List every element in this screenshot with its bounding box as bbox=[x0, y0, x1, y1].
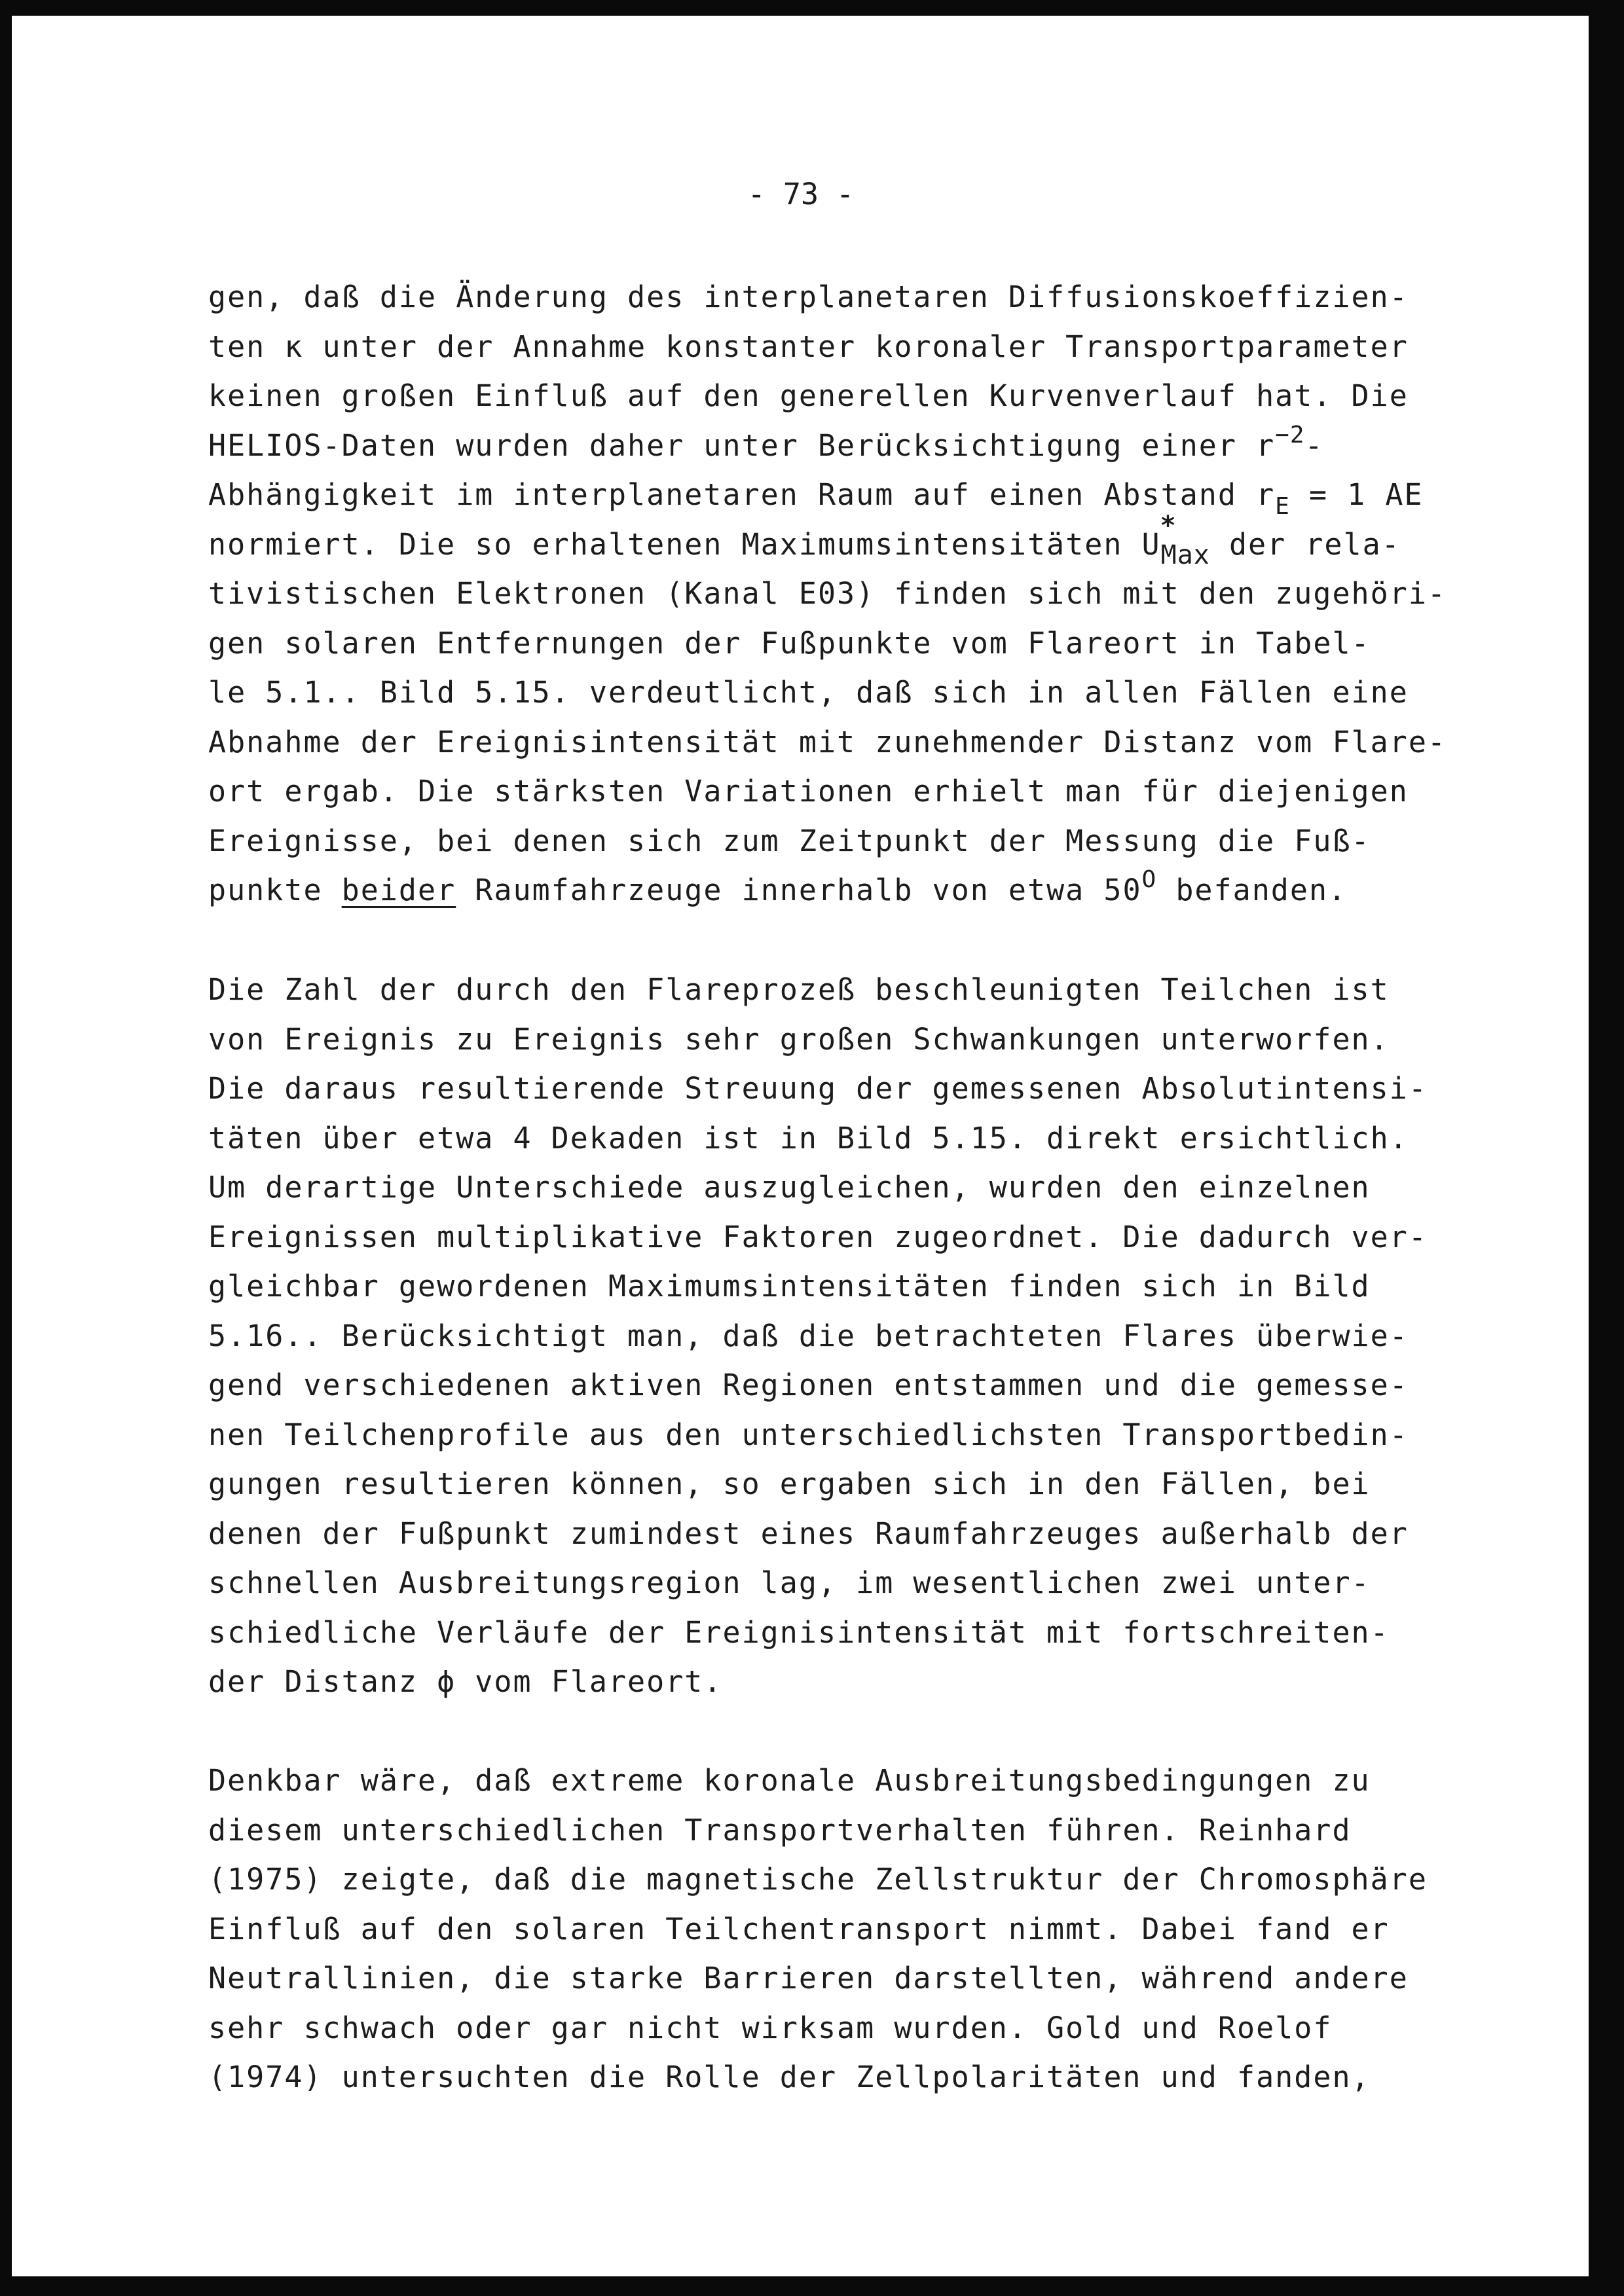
text-span: normiert. Die so erhaltenen Maximumsintensitäten bbox=[208, 526, 1142, 562]
text-line: (1975) zeigte, daß die magnetische Zellstruktur der Chromosphäre bbox=[208, 1862, 1428, 1897]
text-line bbox=[208, 866, 1518, 915]
asterisk-mark: * bbox=[1160, 510, 1177, 541]
text-line: denen der Fußpunkt zumindest eines Raumfahrzeuges außerhalb der bbox=[208, 1516, 1409, 1551]
text-span: = 1 AE bbox=[1289, 477, 1424, 512]
u-max-symbol bbox=[1141, 510, 1210, 572]
text-span: befanden. bbox=[1156, 873, 1348, 907]
text-span: HELIOS-Daten wurden daher unter Berücksichtigung einer r bbox=[208, 428, 1276, 463]
text-line bbox=[208, 470, 1518, 520]
u-letter: U bbox=[1141, 526, 1161, 562]
text-line: Ereignissen multiplikative Faktoren zugeordnet. Die dadurch ver- bbox=[208, 1219, 1428, 1254]
text-line: gend verschiedenen aktiven Regionen entstammen und die gemesse- bbox=[208, 1368, 1409, 1402]
text-line: Neutrallinien, die starke Barrieren darstellten, während andere bbox=[208, 1961, 1409, 1995]
text-line: schnellen Ausbreitungsregion lag, im wesentlichen zwei unter- bbox=[208, 1565, 1371, 1600]
text-line: der Distanz ϕ vom Flareort. bbox=[208, 1664, 723, 1699]
text-line bbox=[208, 421, 1518, 471]
text-line: gen, daß die Änderung des interplanetaren Diffusionskoeffizien- bbox=[208, 280, 1409, 314]
text-line: täten über etwa 4 Dekaden ist in Bild 5.15. direkt ersichtlich. bbox=[208, 1120, 1409, 1156]
subscript-max: Max bbox=[1160, 539, 1210, 570]
text-span: der rela- bbox=[1209, 526, 1401, 562]
text-line: (1974) untersuchten die Rolle der Zellpolaritäten und fanden, bbox=[208, 2060, 1371, 2094]
text-line: Die Zahl der durch den Flareprozeß beschleunigten Teilchen ist bbox=[208, 972, 1390, 1007]
text-line: tivistischen Elektronen (Kanal E03) finden sich mit den zugehöri- bbox=[208, 576, 1447, 611]
text-line: Abnahme der Ereignisintensität mit zunehmender Distanz vom Flare- bbox=[208, 724, 1447, 759]
text-line: von Ereignis zu Ereignis sehr großen Schwankungen unterworfen. bbox=[208, 1021, 1390, 1057]
text-span: punkte bbox=[208, 873, 342, 907]
text-line: nen Teilchenprofile aus den unterschiedlichsten Transportbedin- bbox=[208, 1417, 1409, 1452]
text-line: Ereignisse, bei denen sich zum Zeitpunkt der Messung die Fuß- bbox=[208, 823, 1371, 858]
text-line bbox=[208, 510, 1518, 570]
text-line: Die daraus resultierende Streuung der gemessenen Absolutintensi- bbox=[208, 1071, 1428, 1106]
text-span: Raumfahrzeuge innerhalb von etwa 50 bbox=[456, 873, 1142, 907]
text-line: le 5.1.. Bild 5.15. verdeutlicht, daß sich in allen Fällen eine bbox=[208, 675, 1409, 710]
text-line: ten κ unter der Annahme konstanter koronaler Transportparameter bbox=[208, 329, 1409, 364]
degree-superscript: O bbox=[1141, 866, 1157, 893]
paragraph-1 bbox=[208, 272, 1518, 915]
text-line: Um derartige Unterschiede auszugleichen, wurden den einzelnen bbox=[208, 1170, 1371, 1205]
text-line: keinen großen Einfluß auf den generellen Kurvenverlauf hat. Die bbox=[208, 378, 1409, 413]
subscript-e: E bbox=[1275, 493, 1290, 520]
text-line: diesem unterschiedlichen Transportverhalten führen. Reinhard bbox=[208, 1812, 1352, 1848]
paragraph-3 bbox=[208, 1756, 1518, 2102]
text-line: gungen resultieren können, so ergaben sich in den Fällen, bei bbox=[208, 1467, 1371, 1501]
text-line: Denkbar wäre, daß extreme koronale Ausbreitungsbedingungen zu bbox=[208, 1763, 1371, 1798]
text-span: Abhängigkeit im interplanetaren Raum auf einen Abstand r bbox=[208, 477, 1276, 512]
superscript-exponent: −2 bbox=[1275, 421, 1305, 448]
text-line: gen solaren Entfernungen der Fußpunkte vom Flareort in Tabel- bbox=[208, 625, 1371, 661]
text-span: - bbox=[1304, 428, 1324, 463]
text-line: 5.16.. Berücksichtigt man, daß die betrachteten Flares überwie- bbox=[208, 1318, 1409, 1353]
page-number: - 73 - bbox=[747, 177, 855, 211]
text-line: Einfluß auf den solaren Teilchentransport nimmt. Dabei fand er bbox=[208, 1911, 1390, 1946]
text-line: gleichbar gewordenen Maximumsintensitäten finden sich in Bild bbox=[208, 1269, 1371, 1303]
text-line: sehr schwach oder gar nicht wirksam wurden. Gold und Roelof bbox=[208, 2010, 1333, 2045]
text-line: schiedliche Verläufe der Ereignisintensität mit fortschreiten- bbox=[208, 1614, 1390, 1650]
underlined-word: beider bbox=[341, 873, 456, 907]
text-line: ort ergab. Die stärksten Variationen erhielt man für diejenigen bbox=[208, 774, 1409, 809]
paragraph-2 bbox=[208, 965, 1518, 1707]
